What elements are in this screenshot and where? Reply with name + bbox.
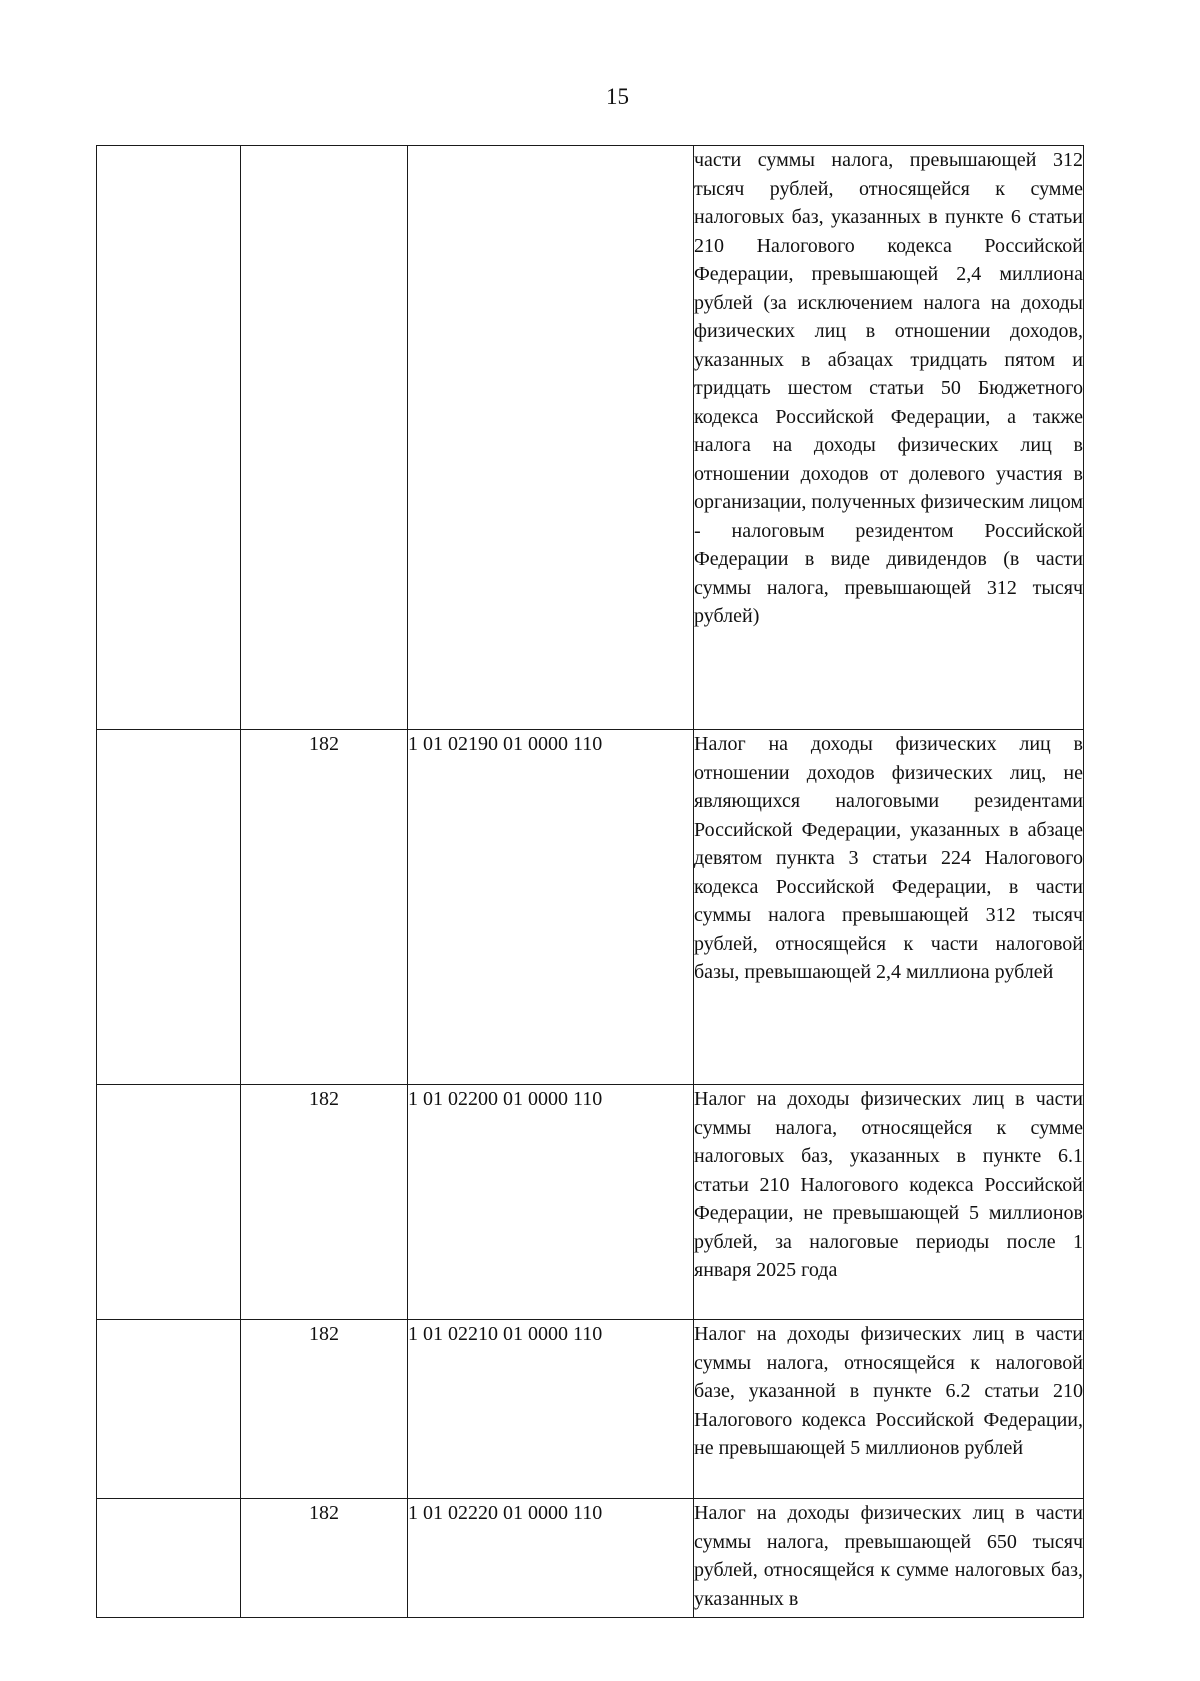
admin-code-cell: 182 <box>241 1085 408 1320</box>
budget-code-cell: 1 01 02210 01 0000 110 <box>408 1320 694 1499</box>
budget-code-cell <box>408 146 694 730</box>
table-row <box>97 1320 1084 1499</box>
table-row <box>97 730 1084 1085</box>
table-row <box>97 146 1084 730</box>
admin-code-cell: 182 <box>241 1499 408 1618</box>
income-name-cell: части суммы налога, превышающей 312 тысяч рублей, относящейся к сумме налоговых баз, указанных в пункте 6 статьи 210 Налогового кодекса Российской Федерации, превышающей 2,4 миллиона рублей (за исключением налога на доходы физических лиц в отношении доходов, указанных в абзацах тридцать пятом и тридцать шестом статьи 50 Бюджетного кодекса Российской Федерации, а также налога на доходы физических лиц в отношении доходов от долевого участия в организации, полученных физическим лицом - налоговым резидентом Российской Федерации в виде дивидендов (в части суммы налога, превышающей 312 тысяч рублей) <box>694 146 1084 730</box>
page-number: 15 <box>606 84 629 109</box>
income-name-cell: Налог на доходы физических лиц в части суммы налога, относящейся к сумме налоговых баз, указанных в пункте 6.1 статьи 210 Налогового кодекса Российской Федерации, не превышающей 5 миллионов рублей, за налоговые периоды после 1 января 2025 года <box>694 1085 1084 1320</box>
income-name-cell: Налог на доходы физических лиц в части суммы налога, относящейся к налоговой базе, указанной в пункте 6.2 статьи 210 Налогового кодекса Российской Федерации, не превышающей 5 миллионов рублей <box>694 1320 1084 1499</box>
empty-cell <box>97 730 241 1085</box>
income-name-cell: Налог на доходы физических лиц в отношении доходов физических лиц, не являющихся налоговыми резидентами Российской Федерации, указанных в абзаце девятом пункта 3 статьи 224 Налогового кодекса Российской Федерации, в части суммы налога превышающей 312 тысяч рублей, относящейся к части налоговой базы, превышающей 2,4 миллиона рублей <box>694 730 1084 1085</box>
budget-code-cell: 1 01 02200 01 0000 110 <box>408 1085 694 1320</box>
empty-cell <box>97 1499 241 1618</box>
table-row <box>97 1499 1084 1618</box>
admin-code-cell: 182 <box>241 730 408 1085</box>
budget-classification-table <box>96 145 1084 1618</box>
budget-code-cell: 1 01 02220 01 0000 110 <box>408 1499 694 1618</box>
empty-cell <box>97 146 241 730</box>
table-row <box>97 1085 1084 1320</box>
income-name-cell: Налог на доходы физических лиц в части суммы налога, превышающей 650 тысяч рублей, относящейся к сумме налоговых баз, указанных в <box>694 1499 1084 1618</box>
empty-cell <box>97 1320 241 1499</box>
admin-code-cell <box>241 146 408 730</box>
admin-code-cell: 182 <box>241 1320 408 1499</box>
empty-cell <box>97 1085 241 1320</box>
budget-code-cell: 1 01 02190 01 0000 110 <box>408 730 694 1085</box>
